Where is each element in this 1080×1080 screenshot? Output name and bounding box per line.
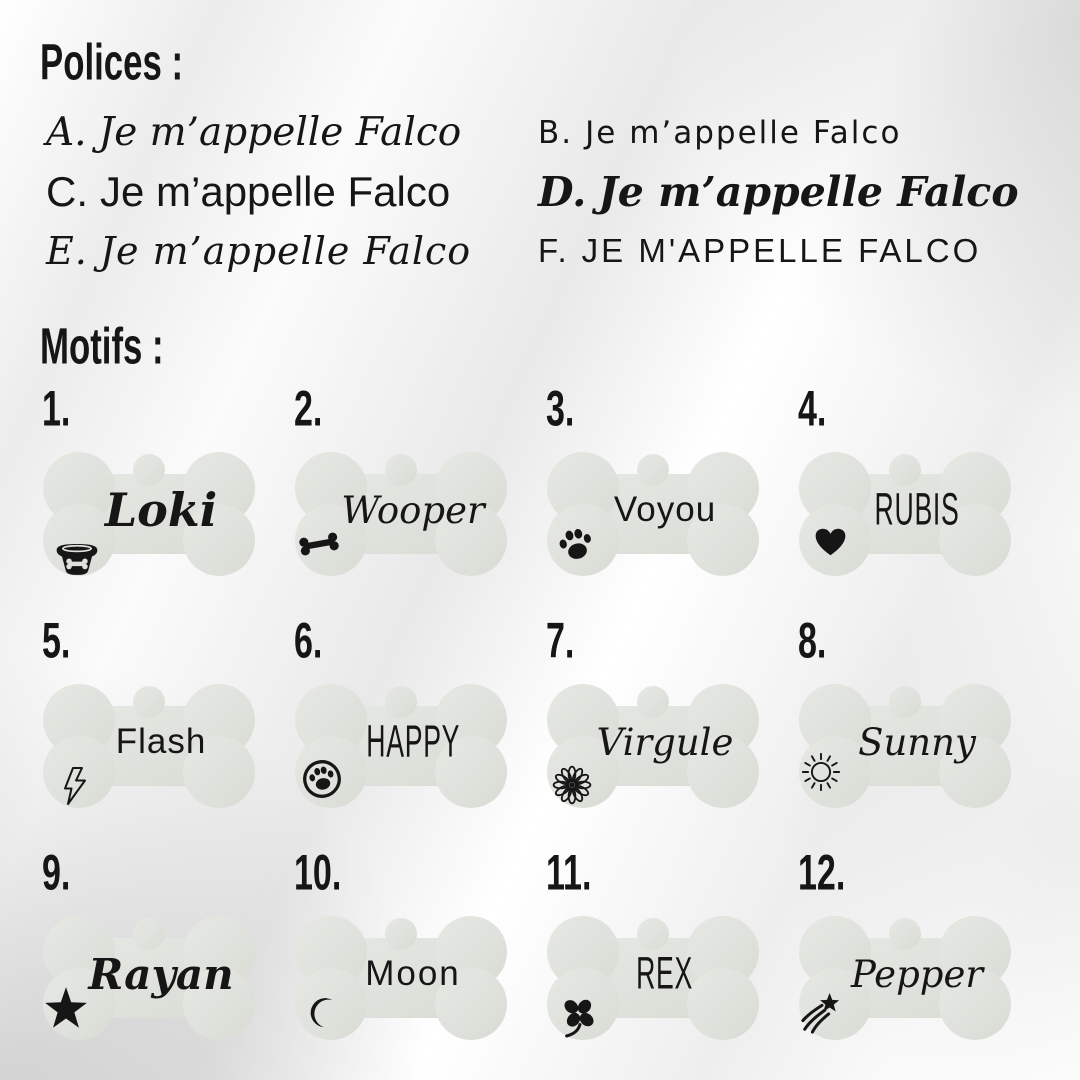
font-option-letter: A. [46, 110, 87, 155]
bone-tag [536, 903, 770, 1053]
motif-option-5 [32, 613, 284, 821]
font-option-f [538, 221, 1080, 280]
bone-tag [284, 903, 518, 1053]
font-option-letter: D. [538, 167, 587, 216]
motif-number: 11. [546, 843, 592, 901]
motif-option-8 [788, 613, 1040, 821]
motif-number: 4. [798, 379, 827, 437]
font-options-grid [46, 103, 1080, 280]
motif-number: 9. [42, 843, 71, 901]
fonts-section [0, 0, 1080, 280]
bone-tag [32, 439, 266, 589]
bone-tag [32, 671, 266, 821]
tag-name: RUBIS [874, 484, 960, 535]
bone-tag [32, 903, 266, 1053]
font-option-b [538, 103, 1080, 162]
motif-number: 7. [546, 611, 575, 669]
font-sample-text: Je m’appelle Falco [585, 114, 902, 151]
motif-option-10 [284, 845, 536, 1053]
bone-tag [536, 671, 770, 821]
tag-name: Virgule [596, 720, 734, 764]
motif-option-6 [284, 613, 536, 821]
motif-number: 6. [294, 611, 323, 669]
tag-name: Rayan [88, 949, 234, 999]
tag-name: Moon [365, 954, 461, 993]
font-option-letter: E. [46, 228, 88, 273]
motifs-heading-text: Motifs : [40, 316, 164, 375]
tag-name: Sunny [858, 720, 976, 764]
font-option-e [46, 221, 538, 280]
motifs-section [0, 280, 1080, 1053]
motif-number: 12. [798, 843, 846, 901]
font-option-c [46, 162, 538, 221]
bone-tag [788, 903, 1022, 1053]
font-option-letter: B. [538, 114, 574, 151]
motif-number: 3. [546, 379, 575, 437]
tag-name: Loki [104, 483, 218, 537]
motif-option-3 [536, 381, 788, 589]
tag-name: HAPPY [366, 716, 460, 767]
bone-tag [788, 671, 1022, 821]
motif-number: 2. [294, 379, 323, 437]
fonts-heading [40, 34, 1080, 89]
tag-name: Flash [115, 722, 207, 761]
motif-number: 5. [42, 611, 71, 669]
font-option-d [538, 162, 1080, 221]
motif-option-12 [788, 845, 1040, 1053]
motif-option-9 [32, 845, 284, 1053]
motif-option-4 [788, 381, 1040, 589]
font-sample-text: Je m’appelle Falco [99, 228, 472, 273]
motif-number: 8. [798, 611, 827, 669]
font-option-letter: F. [538, 231, 570, 269]
font-sample-text: Je m’appelle Falco [98, 110, 462, 155]
font-sample-text: Je m’appelle Falco [100, 167, 451, 215]
motif-option-11 [536, 845, 788, 1053]
font-option-letter: C. [46, 167, 88, 215]
motif-number: 10. [294, 843, 342, 901]
font-sample-text: JE M'APPELLE FALCO [581, 231, 982, 269]
tag-name: Wooper [341, 488, 485, 532]
bone-tag [284, 439, 518, 589]
tag-name: REX [636, 948, 694, 999]
bone-tag [536, 439, 770, 589]
motif-number: 1. [42, 379, 71, 437]
motif-option-2 [284, 381, 536, 589]
motif-option-1 [32, 381, 284, 589]
motif-option-7 [536, 613, 788, 821]
motifs-heading [40, 318, 1080, 373]
font-sample-text: Je m’appelle Falco [598, 167, 1019, 216]
bone-tag [284, 671, 518, 821]
tag-name: Voyou [613, 490, 717, 529]
font-option-a [46, 103, 538, 162]
tag-name: Pepper [850, 952, 984, 996]
bone-tag [788, 439, 1022, 589]
fonts-heading-text: Polices : [40, 32, 184, 91]
motif-options-grid [32, 381, 1080, 1053]
